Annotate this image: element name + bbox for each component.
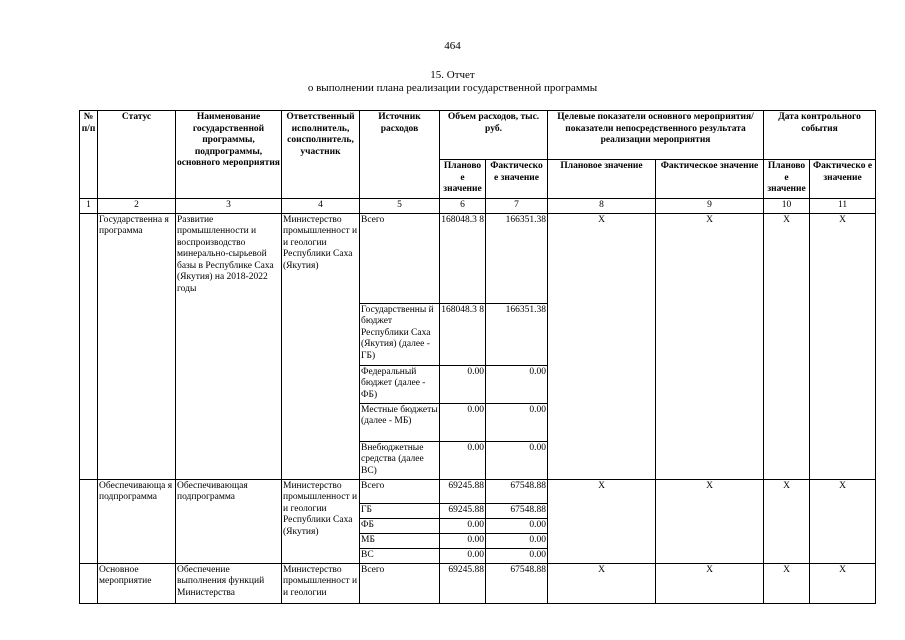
- source-cell: Государственны й бюджет Республики Саха (Якутия) (далее - ГБ): [360, 303, 440, 365]
- actual-cell: 166351.38: [486, 303, 548, 365]
- planned-cell: 0.00: [440, 365, 486, 403]
- column-number: 11: [810, 199, 876, 214]
- actual-cell: 67548.88: [486, 563, 548, 603]
- source-cell: МБ: [360, 533, 440, 548]
- date-planned-cell: X: [764, 479, 810, 563]
- page-number: 464: [444, 40, 461, 52]
- header-source: Источник расходов: [360, 111, 440, 199]
- actual-cell: 0.00: [486, 533, 548, 548]
- target-actual-cell: X: [656, 213, 764, 479]
- target-planned-cell: X: [548, 563, 656, 603]
- source-cell: ВС: [360, 548, 440, 563]
- header-targets: Целевые показатели основного мероприятия/показатели непосредственного результата реализации мероприятия: [548, 111, 764, 160]
- actual-cell: 67548.88: [486, 479, 548, 503]
- header-actual-target: Фактическое значение: [656, 160, 764, 199]
- planned-cell: 0.00: [440, 533, 486, 548]
- column-number: 7: [486, 199, 548, 214]
- row-num-cell: [80, 479, 98, 563]
- planned-cell: 168048.3 8: [440, 213, 486, 303]
- report-title-line1: 15. Отчет: [430, 69, 475, 81]
- actual-cell: 166351.38: [486, 213, 548, 303]
- header-expenses: Объем расходов, тыс. руб.: [440, 111, 548, 160]
- source-cell: Всего: [360, 213, 440, 303]
- report-title-line2: о выполнении плана реализации государственной программы: [307, 82, 598, 94]
- target-planned-cell: X: [548, 213, 656, 479]
- column-number: 6: [440, 199, 486, 214]
- planned-cell: 0.00: [440, 548, 486, 563]
- executor-cell: Министерство промышленност и и геологии Республики Саха (Якутия): [282, 479, 360, 563]
- status-cell: Обеспечивающа я подпрограмма: [98, 479, 176, 563]
- column-number: 3: [176, 199, 282, 214]
- actual-cell: 0.00: [486, 518, 548, 533]
- source-cell: Всего: [360, 563, 440, 603]
- planned-cell: 0.00: [440, 441, 486, 479]
- header-executor: Ответственный исполнитель, соисполнитель, участник: [282, 111, 360, 199]
- date-actual-cell: X: [810, 479, 876, 563]
- header-planned-date: Планово е значение: [764, 160, 810, 199]
- planned-cell: 0.00: [440, 403, 486, 441]
- actual-cell: 0.00: [486, 441, 548, 479]
- target-planned-cell: X: [548, 479, 656, 563]
- row-num-cell: [80, 563, 98, 603]
- source-cell: Местные бюджеты (далее - МБ): [360, 403, 440, 441]
- planned-cell: 0.00: [440, 518, 486, 533]
- column-number: 2: [98, 199, 176, 214]
- header-name: Наименование государственной программы, подпрограммы, основного мероприятия: [176, 111, 282, 199]
- target-actual-cell: X: [656, 563, 764, 603]
- executor-cell: Министерство промышленност и и геологии Республики Саха (Якутия): [282, 213, 360, 479]
- column-number: 4: [282, 199, 360, 214]
- source-cell: Федеральный бюджет (далее - ФБ): [360, 365, 440, 403]
- header-row-1: [80, 111, 876, 160]
- column-number: 1: [80, 199, 98, 214]
- row-num-cell: [80, 213, 98, 479]
- date-actual-cell: X: [810, 563, 876, 603]
- actual-cell: 0.00: [486, 365, 548, 403]
- source-cell: Внебюджетные средства (далее ВС): [360, 441, 440, 479]
- report-table: [79, 110, 876, 604]
- header-actual: Фактическо е значение: [486, 160, 548, 199]
- column-number: 9: [656, 199, 764, 214]
- date-planned-cell: X: [764, 213, 810, 479]
- planned-cell: 69245.88: [440, 563, 486, 603]
- date-planned-cell: X: [764, 563, 810, 603]
- header-planned: Планово е значение: [440, 160, 486, 199]
- name-cell: Развитие промышленности и воспроизводство минерально-сырьевой базы в Республике Саха (Якутия) на 2018-2022 годы: [176, 213, 282, 479]
- name-cell: Обеспечение выполнения функций Министерства: [176, 563, 282, 603]
- column-number-row: [80, 199, 876, 214]
- table-row: [80, 213, 876, 303]
- planned-cell: 69245.88: [440, 503, 486, 518]
- date-actual-cell: X: [810, 213, 876, 479]
- target-actual-cell: X: [656, 479, 764, 563]
- report-title: [0, 69, 905, 95]
- header-status: Статус: [98, 111, 176, 199]
- actual-cell: 0.00: [486, 548, 548, 563]
- planned-cell: 69245.88: [440, 479, 486, 503]
- source-cell: Всего: [360, 479, 440, 503]
- header-planned-target: Плановое значение: [548, 160, 656, 199]
- table-row: [80, 479, 876, 503]
- executor-cell: Министерство промышленност и и геологии: [282, 563, 360, 603]
- column-number: 8: [548, 199, 656, 214]
- status-cell: Государственна я программа: [98, 213, 176, 479]
- column-number: 5: [360, 199, 440, 214]
- header-actual-date: Фактическо е значение: [810, 160, 876, 199]
- status-cell: Основное мероприятие: [98, 563, 176, 603]
- table-row: [80, 563, 876, 603]
- actual-cell: 0.00: [486, 403, 548, 441]
- name-cell: Обеспечивающая подпрограмма: [176, 479, 282, 563]
- source-cell: ГБ: [360, 503, 440, 518]
- column-number: 10: [764, 199, 810, 214]
- planned-cell: 168048.3 8: [440, 303, 486, 365]
- header-num: № п/п: [80, 111, 98, 199]
- header-control-date: Дата контрольного события: [764, 111, 876, 160]
- actual-cell: 67548.88: [486, 503, 548, 518]
- source-cell: ФБ: [360, 518, 440, 533]
